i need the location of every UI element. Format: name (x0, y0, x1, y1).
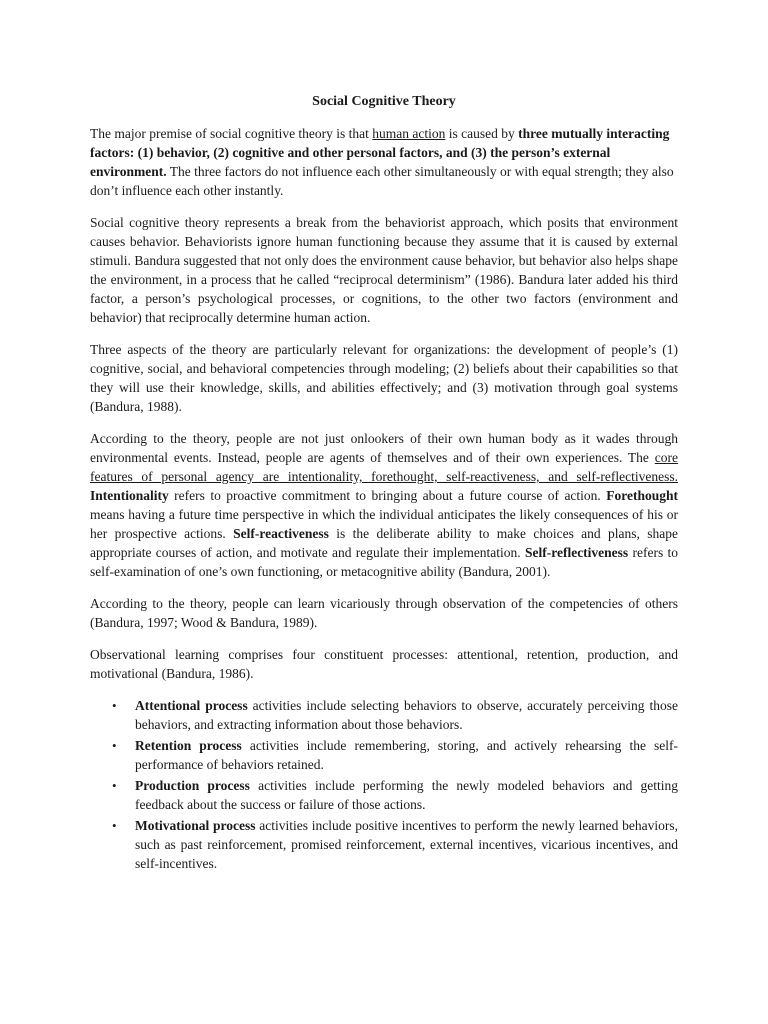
text-run: activities include selecting behaviors to observe, accurately perceiving those behaviors, and extracting information about those behaviors. (135, 698, 678, 732)
process-list (90, 696, 678, 873)
bold-text: Attentional process (135, 698, 248, 713)
bold-text: Retention process (135, 738, 242, 753)
paragraph-behaviorist: Social cognitive theory represents a break from the behaviorist approach, which posits that environment causes behavior. Behaviorists ignore human functioning because they assume that it is caused by external stimuli. Bandura suggested that not only does the environment cause behavior, but behavior also helps shape the environment, in a process that he called “reciprocal determinism” (1986). Bandura later added his third factor, a person’s psychological processes, or cognitions, to the other two factors (environment and behavior) that reciprocally determine human action. (90, 215, 678, 325)
list-item (90, 816, 678, 873)
text-run: activities include performing the newly modeled behaviors and getting feedback about the success or failure of those actions. (135, 778, 678, 812)
bold-text: Production process (135, 778, 250, 793)
bold-text: Self-reactiveness (233, 526, 329, 541)
text-run: means having a future time perspective in which the individual anticipates the likely consequences of his or her prospective actions. (90, 507, 678, 541)
text-run: activities include positive incentives to perform the newly learned behaviors, such as past reinforcement, promised reinforcement, external incentives, vicarious incentives, and self-incentives. (135, 818, 678, 871)
paragraph-observational: Observational learning comprises four constituent processes: attentional, retention, production, and motivational (Bandura, 1986). (90, 647, 678, 681)
bold-text: Intentionality (90, 488, 169, 503)
bullet-icon: • (112, 778, 117, 793)
page-title: Social Cognitive Theory (312, 94, 456, 109)
bullet-icon: • (112, 698, 117, 713)
paragraph-aspects: Three aspects of the theory are particularly relevant for organizations: the development of people’s (1) cognitive, social, and behavioral competencies through modeling; (2) beliefs about their capabilities so that they will use their knowledge, skills, and abilities effectively; and (3) motivation through goal systems (Bandura, 1988). (90, 342, 678, 414)
bold-text: Motivational process (135, 818, 256, 833)
bullet-icon: • (112, 738, 117, 753)
text-run: The major premise of social cognitive theory is that (90, 126, 373, 141)
paragraph-vicarious: According to the theory, people can learn vicariously through observation of the competencies of others (Bandura, 1997; Wood & Bandura, 1989). (90, 596, 678, 630)
paragraph-premise (90, 124, 678, 200)
paragraph-agency (90, 429, 678, 581)
list-item (90, 696, 678, 734)
list-item (90, 776, 678, 814)
bold-text: Self-reflectiveness (524, 545, 629, 560)
bullet-icon: • (112, 818, 117, 833)
list-item (90, 736, 678, 774)
underlined-text: human action (372, 126, 446, 141)
text-run: The three factors do not influence each other simultaneously or with equal strength; they also don’t influence each other instantly. (90, 164, 674, 198)
text-run: refers to proactive commitment to bringing about a future course of action. (168, 488, 607, 503)
text-run: According to the theory, people are not just onlookers of their own human body as it wades through environmental events. Instead, people are agents of themselves and of their own experiences. The (90, 431, 678, 465)
text-run: activities include remembering, storing, and actively rehearsing the self-performance of behaviors retained. (135, 738, 678, 772)
bold-text: three mutually interacting factors: (1) behavior, (2) cognitive and other personal factors, and (3) the person’s external environment. (90, 126, 670, 179)
text-run: is the deliberate ability to make choices and plans, shape appropriate courses of action, and motivate and regulate their implementation. (90, 526, 678, 560)
text-run: refers to self-examination of one’s own functioning, or metacognitive ability (Bandura, 2001). (90, 545, 678, 579)
underlined-text: core features of personal agency are intentionality, forethought, self-reactiveness, and self-reflectiveness. (90, 450, 678, 484)
bold-text: Forethought (606, 488, 678, 503)
text-run: is caused by (445, 126, 519, 141)
